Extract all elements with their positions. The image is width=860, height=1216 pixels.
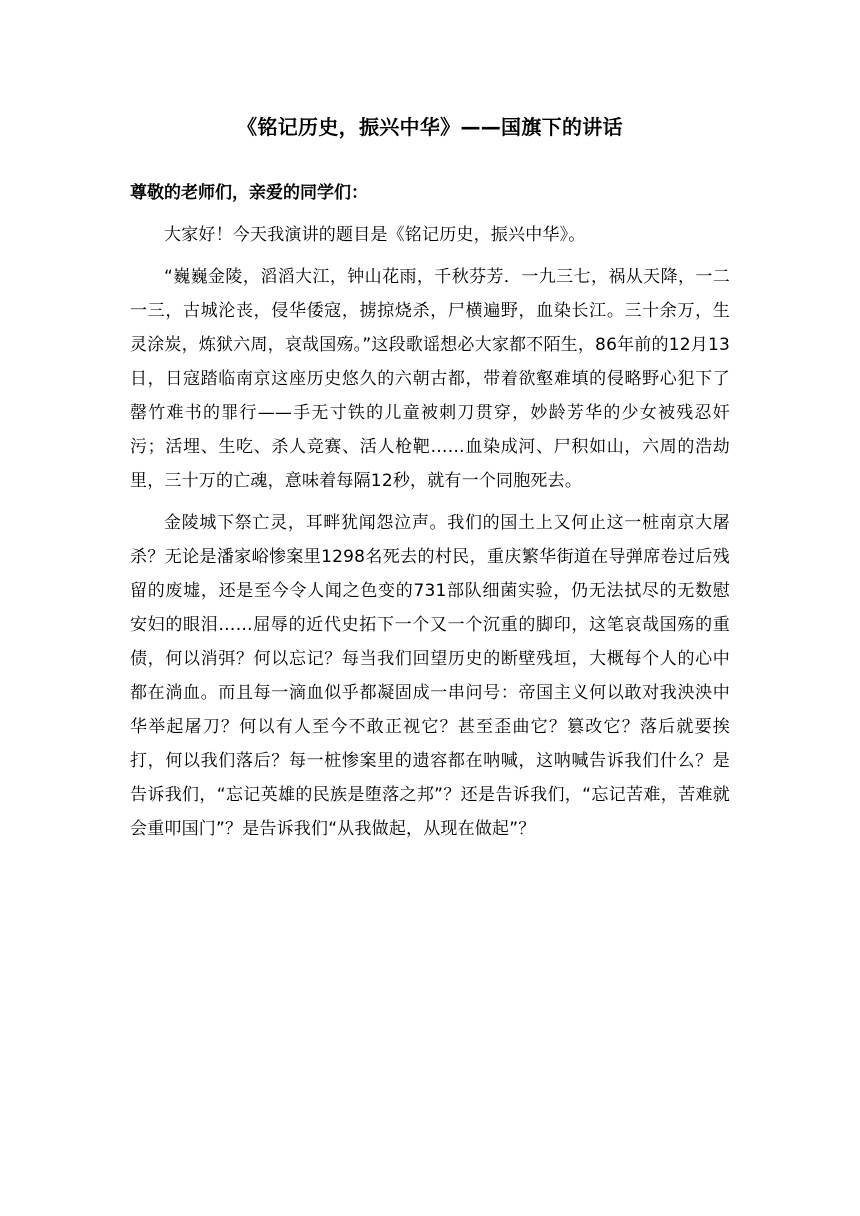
document-page <box>130 110 730 854</box>
paragraph-greeting: 大家好！今天我演讲的题目是《铭记历史，振兴中华》。 <box>164 225 586 245</box>
paragraph-national-humiliation: 金陵城下祭亡灵，耳畔犹闻怨泣声。我们的国土上又何止这一桩南京大屠杀？无论是潘家峪惨案里1298名死去的村民，重庆繁华街道在导弹席卷过后残留的废墟，还是至今令人闻之色变的731部队细菌实验，仍无法拭尽的无数慰安妇的眼泪……屈辱的近代史拓下一个又一个沉重的脚印，这笔哀哉国殇的重债，何以消弭？何以忘记？每当我们回望历史的断壁残垣，大概每个人的心中都在淌血。而且每一滴血似乎都凝固成一串问号：帝国主义何以敢对我泱泱中华举起屠刀？何以有人至今不敢正视它？甚至歪曲它？篡改它？落后就要挨打，何以我们落后？每一桩惨案里的遗容都在呐喊，这呐喊告诉我们什么？是告诉我们，“忘记英雄的民族是堕落之邦”？还是告诉我们，“忘记苦难，苦难就会重叩国门”？是告诉我们“从我做起，从现在做起”？ <box>130 513 730 839</box>
paragraph-nanjing-massacre: “巍巍金陵，滔滔大江，钟山花雨，千秋芬芳．一九三七，祸从天降，一二一三，古城沦丧，侵华倭寇，掳掠烧杀，尸横遍野，血染长江。三十余万，生灵涂炭，炼狱六周，哀哉国殇。”这段歌谣想必大家都不陌生，86年前的12月13日，日寇踏临南京这座历史悠久的六朝古都，带着欲壑难填的侵略野心犯下了罄竹难书的罪行——手无寸铁的儿童被刺刀贯穿，妙龄芳华的少女被残忍奸污；活埋、生吃、杀人竞赛、活人枪靶……血染成河、尸积如山，六周的浩劫里，三十万的亡魂，意味着每隔12秒，就有一个同胞死去。 <box>130 267 730 491</box>
salutation: 尊敬的老师们，亲爱的同学们： <box>130 183 368 203</box>
document-title: 《铭记历史，振兴中华》——国旗下的讲话 <box>237 115 623 139</box>
